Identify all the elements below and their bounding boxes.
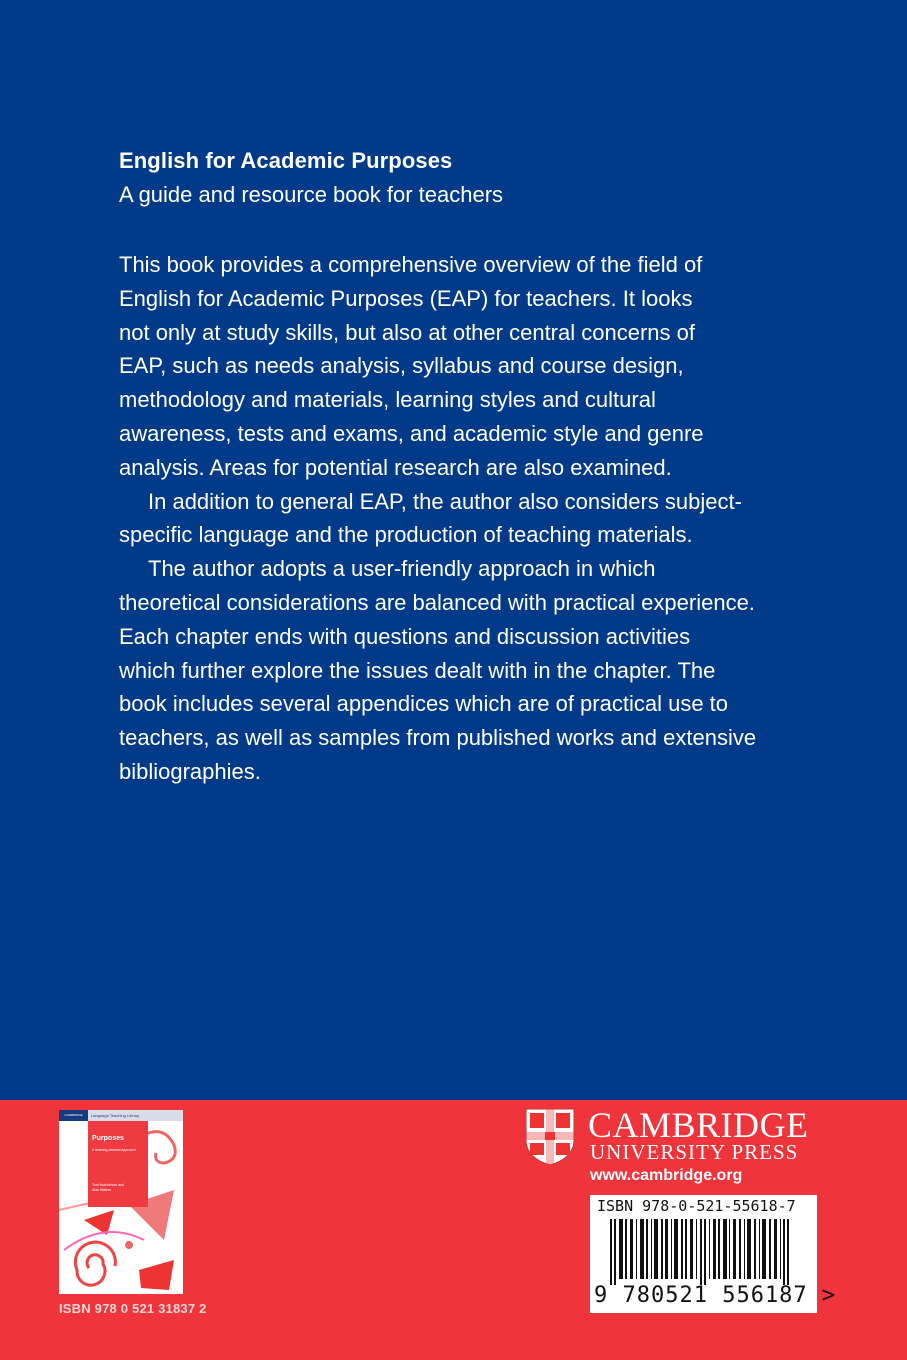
barcode-icon (610, 1219, 800, 1285)
related-book-isbn: ISBN 978 0 521 31837 2 (59, 1301, 207, 1316)
blurb-line: teachers, as well as samples from published works and extensive (119, 725, 757, 751)
book-subtitle: A guide and resource book for teachers (119, 182, 504, 207)
series-publisher: CAMBRIDGE (59, 1110, 88, 1121)
title-panel (88, 1121, 148, 1207)
blurb-line: bibliographies. (119, 758, 261, 784)
blurb-line: which further explore the issues dealt with in the chapter. The (119, 657, 716, 683)
barcode-box (590, 1195, 837, 1313)
blurb-line: awareness, tests and exams, and academic style and genre (119, 420, 704, 446)
blurb-line: analysis. Areas for potential research are also examined. (119, 454, 672, 480)
blurb (119, 248, 819, 789)
blurb-line: not only at study skills, but also at other central concerns of (119, 319, 695, 345)
series-header (59, 1110, 183, 1121)
blurb-line: methodology and materials, learning styles and cultural (119, 387, 656, 413)
related-book-subtitle: A learning-centred approach (92, 1148, 136, 1152)
related-book-title: Purposes (92, 1135, 124, 1142)
blurb-line: This book provides a comprehensive overview of the field of (119, 252, 703, 277)
blurb-line: specific language and the production of teaching materials. (119, 522, 693, 548)
blurb-line: EAP, such as needs analysis, syllabus and course design, (119, 353, 684, 379)
related-book-thumbnail (59, 1110, 183, 1294)
publisher-url: www.cambridge.org (590, 1167, 743, 1184)
university-shield-icon (525, 1108, 575, 1166)
blurb-line: book includes several appendices which are of practical use to (119, 691, 729, 717)
publisher-subname: UNIVERSITY PRESS (590, 1140, 799, 1164)
related-book-authors: Tom Hutchinson and Alan Waters (92, 1183, 124, 1192)
blurb-line: In addition to general EAP, the author also considers subject- (148, 488, 742, 514)
barcode-digits: 9 780521 556187 > (594, 1283, 837, 1308)
blurb-line: theoretical considerations are balanced with practical experience. (119, 589, 755, 615)
series-name: Language Teaching Library (91, 1113, 140, 1118)
barcode-isbn: ISBN 978-0-521-55618-7 (597, 1197, 796, 1215)
publisher-name: CAMBRIDGE (588, 1105, 809, 1145)
blurb-line: Each chapter ends with questions and discussion activities (119, 623, 691, 649)
book-title: English for Academic Purposes (119, 148, 453, 173)
blurb-line: English for Academic Purposes (EAP) for teachers. It looks (119, 285, 693, 311)
blurb-line: The author adopts a user-friendly approach in which (148, 556, 656, 582)
